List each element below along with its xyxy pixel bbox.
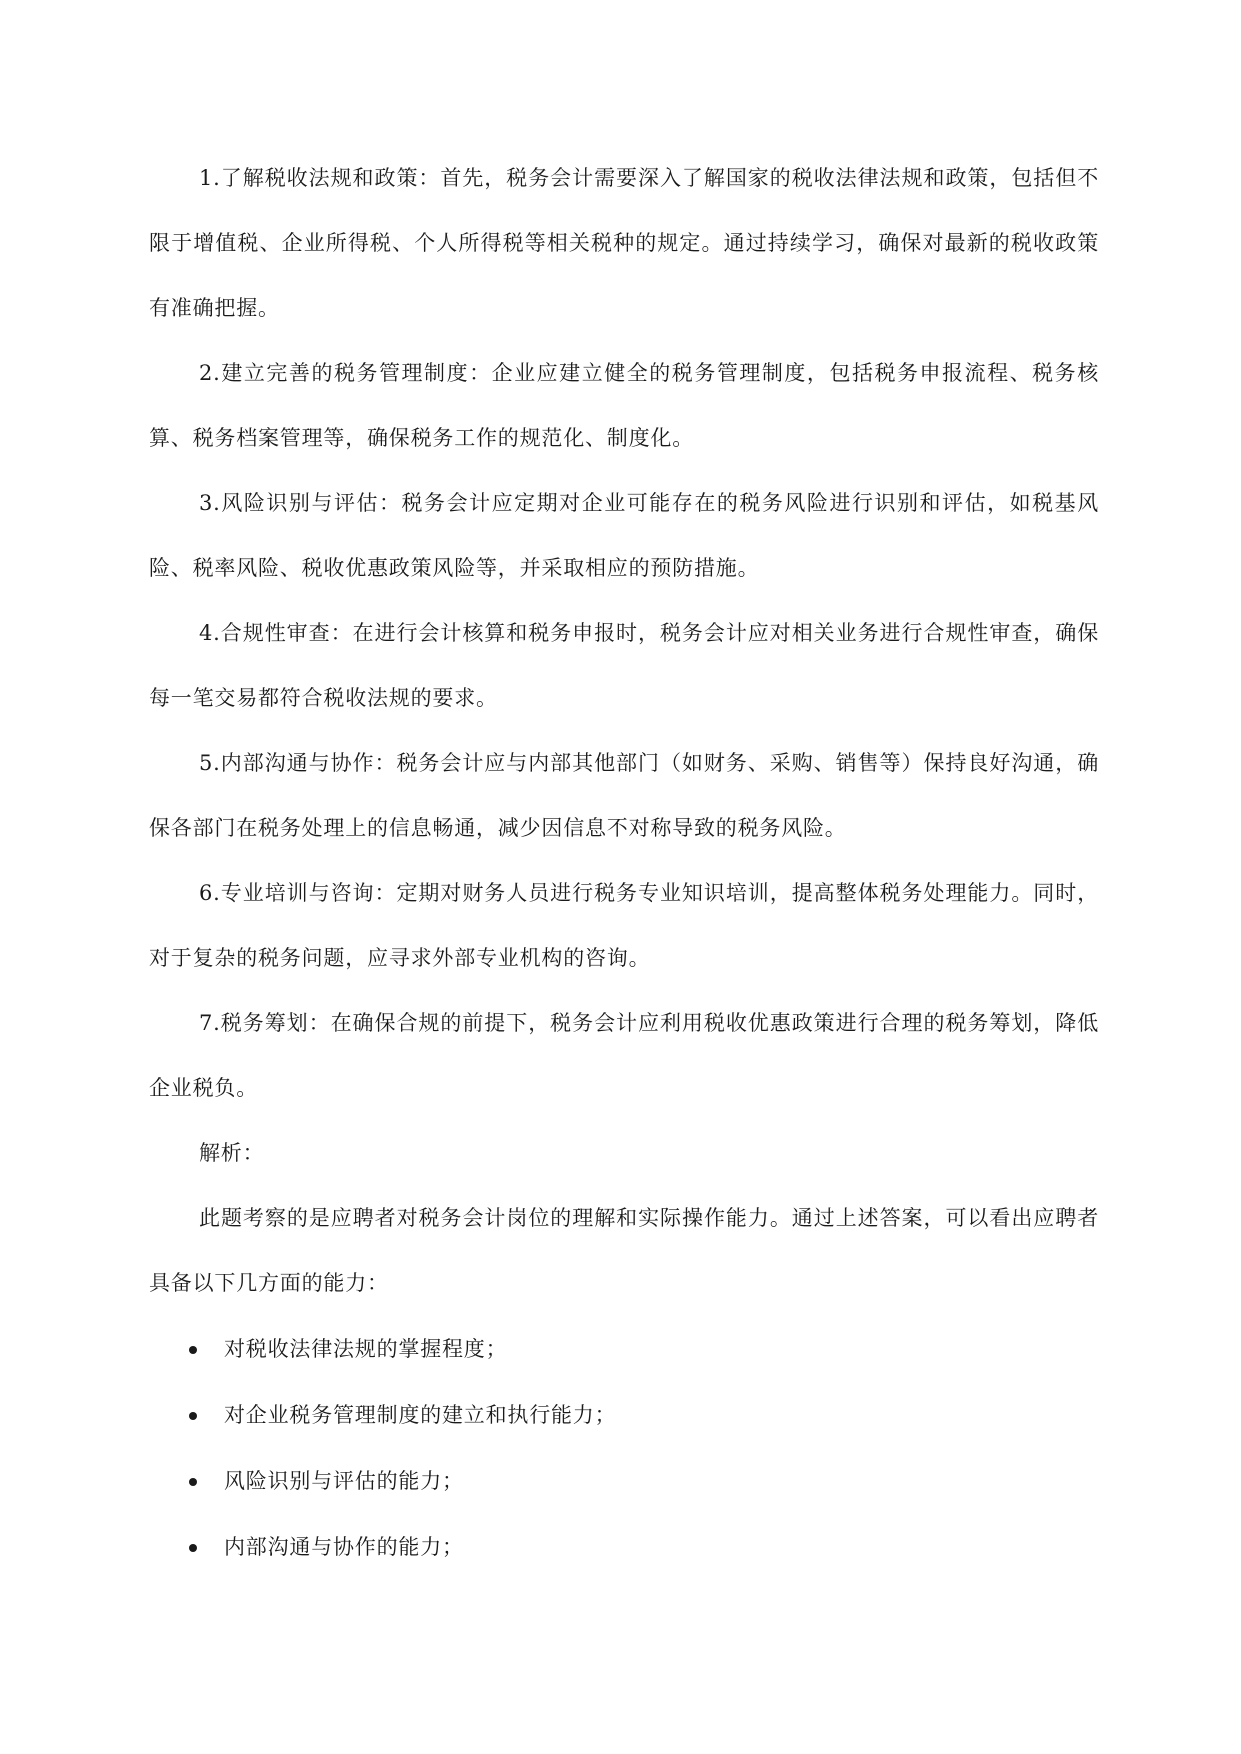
list-item	[149, 1514, 1099, 1580]
analysis-heading: 解析：	[199, 1141, 265, 1165]
paragraph-4: 4.合规性审查：在进行会计核算和税务申报时，税务会计应对相关业务进行合规性审查，确保每一笔交易都符合税收法规的要求。	[149, 621, 1099, 710]
bullet-icon	[189, 1478, 197, 1486]
list-item-text: 内部沟通与协作的能力；	[224, 1535, 464, 1559]
paragraph-1: 1.了解税收法规和政策：首先，税务会计需要深入了解国家的税收法律法规和政策，包括但不限于增值税、企业所得税、个人所得税等相关税种的规定。通过持续学习，确保对最新的税收政策有准确把握。	[149, 166, 1099, 320]
list-item	[149, 1316, 1099, 1382]
list-item-text: 风险识别与评估的能力；	[224, 1469, 464, 1493]
bullet-icon	[189, 1412, 197, 1420]
list-item-text: 对税收法律法规的掌握程度；	[224, 1337, 508, 1361]
paragraph-5: 5.内部沟通与协作：税务会计应与内部其他部门（如财务、采购、销售等）保持良好沟通，确保各部门在税务处理上的信息畅通，减少因信息不对称导致的税务风险。	[149, 751, 1099, 840]
analysis-paragraph: 此题考察的是应聘者对税务会计岗位的理解和实际操作能力。通过上述答案，可以看出应聘者具备以下几方面的能力：	[149, 1206, 1099, 1295]
bullet-icon	[189, 1346, 197, 1354]
list-item-text: 对企业税务管理制度的建立和执行能力；	[224, 1403, 617, 1427]
bullet-icon	[189, 1544, 197, 1552]
paragraph-3: 3.风险识别与评估：税务会计应定期对企业可能存在的税务风险进行识别和评估，如税基风险、税率风险、税收优惠政策风险等，并采取相应的预防措施。	[149, 491, 1099, 580]
document-page	[149, 146, 1099, 1580]
list-item	[149, 1382, 1099, 1448]
list-item	[149, 1448, 1099, 1514]
paragraph-7: 7.税务筹划：在确保合规的前提下，税务会计应利用税收优惠政策进行合理的税务筹划，降低企业税负。	[149, 1011, 1099, 1100]
paragraph-6: 6.专业培训与咨询：定期对财务人员进行税务专业知识培训，提高整体税务处理能力。同时，对于复杂的税务问题，应寻求外部专业机构的咨询。	[149, 881, 1099, 970]
paragraph-2: 2.建立完善的税务管理制度：企业应建立健全的税务管理制度，包括税务申报流程、税务核算、税务档案管理等，确保税务工作的规范化、制度化。	[149, 361, 1099, 450]
ability-list	[149, 1316, 1099, 1580]
